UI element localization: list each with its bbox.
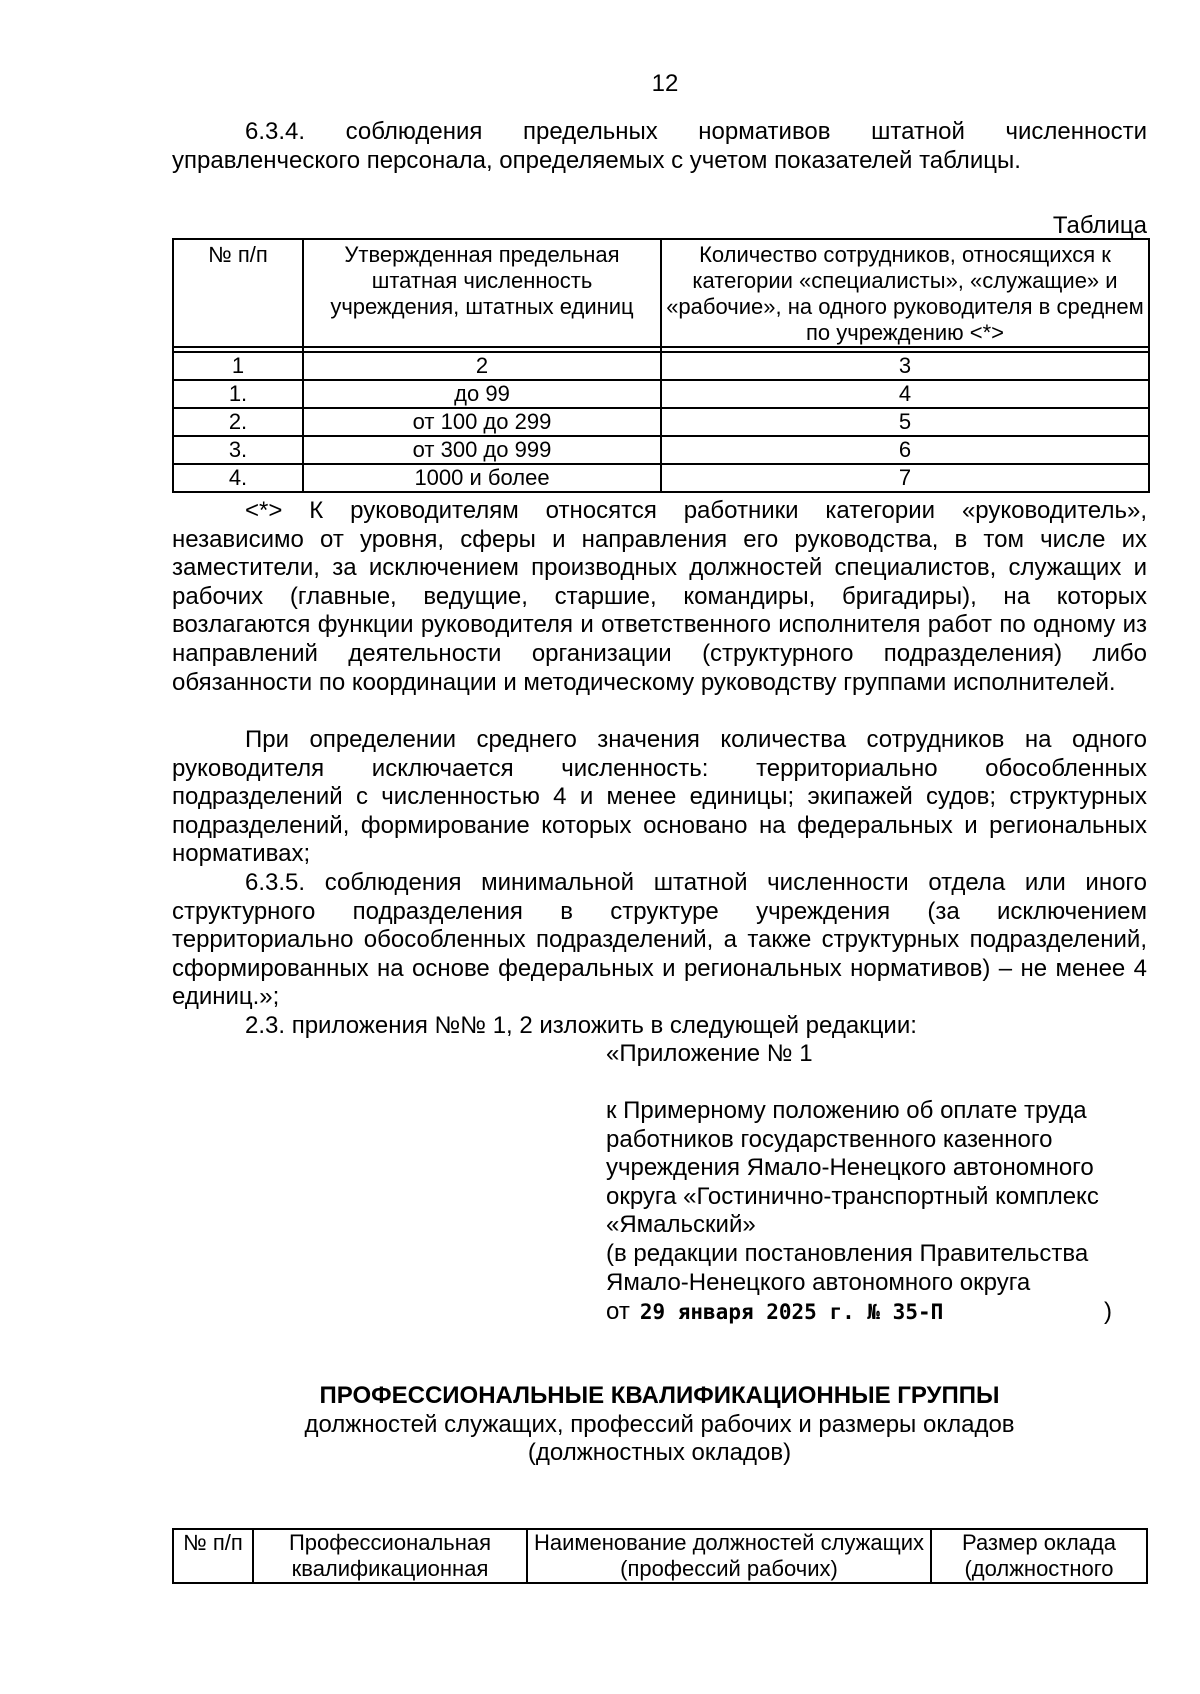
table-cell: до 99 xyxy=(303,380,661,408)
paragraph-6-3-4: 6.3.4. соблюдения предельных нормативов штатной численности управленческого персонала, определяемых с учетом показателей таблицы. xyxy=(172,118,1147,174)
table-cell: от 100 до 299 xyxy=(303,408,661,436)
section-title-block xyxy=(172,1382,1147,1468)
table-row xyxy=(173,380,1149,408)
header-cell: Наименование должностей служащих (профессий рабочих) xyxy=(527,1529,931,1583)
from-label: от xyxy=(606,1298,630,1325)
close-paren: ) xyxy=(1104,1298,1112,1325)
header-cell: Количество сотрудников, относящихся к категории «специалисты», «служащие» и «рабочие», на одного руководителя в среднем по учреждению <*> xyxy=(661,239,1149,347)
table-cell: 2 xyxy=(303,352,661,380)
resolution-reference xyxy=(606,1298,1112,1326)
staff-norms-table xyxy=(172,238,1150,493)
section-title: ПРОФЕССИОНАЛЬНЫЕ КВАЛИФИКАЦИОННЫЕ ГРУППЫ xyxy=(319,1382,1000,1409)
table-cell: 7 xyxy=(661,464,1149,492)
table-cell: от 300 до 999 xyxy=(303,436,661,464)
table-cell: 4 xyxy=(661,380,1149,408)
paragraph-average: При определении среднего значения количества сотрудников на одного руководителя исключается численность: территориально обособленных подразделений с численностью 4 и менее единицы; экипажей судов; структурных подразделений, формирование которых основано на федеральных и региональных нормативах; xyxy=(172,726,1147,868)
section-subtitle: должностей служащих, профессий рабочих и размеры окладов xyxy=(304,1410,1015,1438)
table-row xyxy=(173,436,1149,464)
resolution-date: 29 января 2025 г. № 35-П xyxy=(639,1300,944,1324)
header-cell: Утвержденная предельная штатная численность учреждения, штатных единиц xyxy=(303,239,661,347)
table-row xyxy=(173,408,1149,436)
section-subtitle-2: (должностных окладов) xyxy=(527,1439,792,1467)
table-cell: 3. xyxy=(173,436,303,464)
header-cell: Размер оклада (должностного xyxy=(931,1529,1147,1583)
table-cell: 1 xyxy=(173,352,303,380)
table-cell: 4. xyxy=(173,464,303,492)
table-cell: 1. xyxy=(173,380,303,408)
page-number: 12 xyxy=(651,70,679,97)
table-cell: 6 xyxy=(661,436,1149,464)
table-label: Таблица xyxy=(1052,212,1147,239)
paragraph-6-3-5: 6.3.5. соблюдения минимальной штатной численности отдела или иного структурного подразделения в структуре учреждения (за исключением территориально обособленных подразделений, а также структурных подразделений, сформированных на основе федеральных и региональных нормативов) – не менее 4 единиц.»; xyxy=(172,869,1147,1011)
header-cell: № п/п xyxy=(173,239,303,347)
column-numbering-row xyxy=(173,352,1149,380)
table-row xyxy=(173,464,1149,492)
footnote: <*> К руководителям относятся работники категории «руководитель», независимо от уровня, сферы и направления его руководства, в том числе их заместители, за исключением производных должностей специалистов, служащих и рабочих (главные, ведущие, старшие, командиры, бригадиры), на которых возлагаются функции руководителя и ответственного исполнителя работ по одному из направлений деятельности организации (структурного подразделения) либо обязанности по координации и методическому руководству группами исполнителей. xyxy=(172,497,1147,696)
table-cell: 3 xyxy=(661,352,1149,380)
appendix-title: «Приложение № 1 xyxy=(606,1040,813,1067)
header-cell: Профессиональная квалификационная xyxy=(253,1529,527,1583)
table-header-row xyxy=(173,1529,1147,1583)
header-cell: № п/п xyxy=(173,1529,253,1583)
table-cell: 5 xyxy=(661,408,1149,436)
table-cell: 2. xyxy=(173,408,303,436)
table-header-row xyxy=(173,239,1149,347)
appendix-text: к Примерному положению об оплате труда работников государственного казенного учреждения Ямало-Ненецкого автономного округа «Гостинично-транспортный комплекс «Ямальский» xyxy=(606,1097,1099,1239)
qualification-groups-table xyxy=(172,1528,1148,1584)
appendix-edition: (в редакции постановления Правительства Ямало-Ненецкого автономного округа xyxy=(606,1240,1089,1296)
table-cell: 1000 и более xyxy=(303,464,661,492)
paragraph-2-3: 2.3. приложения №№ 1, 2 изложить в следующей редакции: xyxy=(245,1012,917,1039)
